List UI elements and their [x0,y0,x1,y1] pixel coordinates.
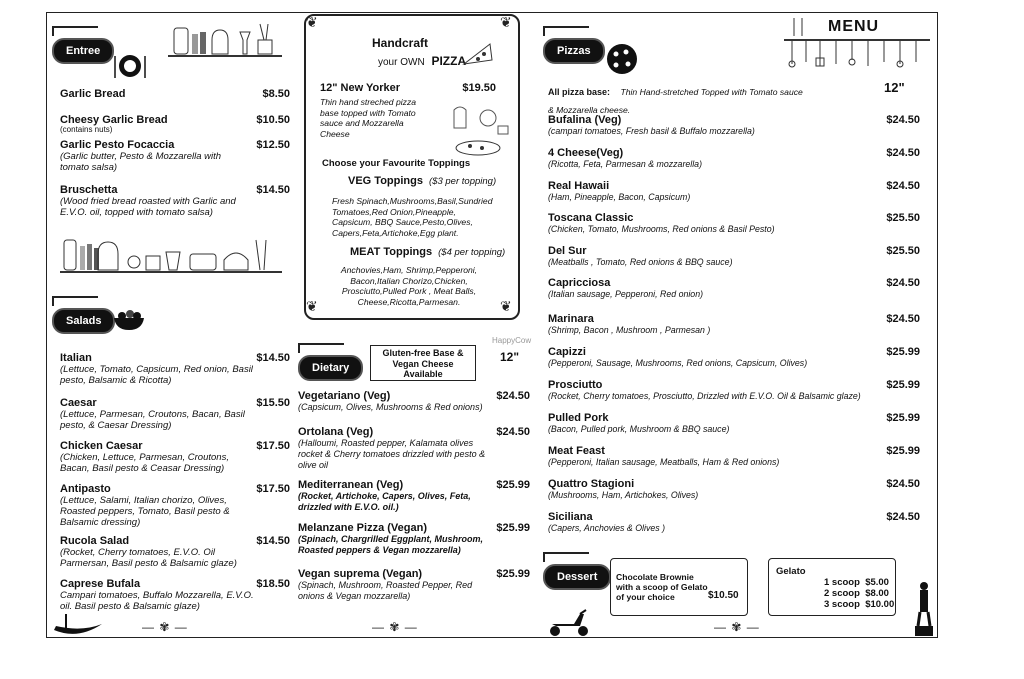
item-price: $14.50 [256,535,290,547]
menu-item [548,212,920,235]
pizza-size: 12" [884,80,905,95]
pizzas-sign [543,38,605,64]
scooter-icon [546,608,592,638]
menu-item [548,277,920,300]
item-price: $25.50 [886,212,920,224]
gelato-row [824,577,894,588]
entree-sign [52,38,114,64]
handcraft-title: Handcraft [372,36,429,50]
item-name: Capizzi [548,346,586,358]
item-price: $24.50 [886,180,920,192]
gelato-list [824,577,894,610]
item-name: Prosciutto [548,379,603,391]
menu-item [548,412,920,435]
item-desc: (Rocket, Cherry tomatoes, Prosciutto, Drizzled with E.V.O. Oil & Balsamic glaze) [548,391,861,401]
menu-item [548,147,920,170]
item-desc: (Italian sausage, Pepperoni, Red onion) [548,289,704,299]
item-desc: (Lettuce, Tomato, Capsicum, Red onion, Basil pesto, Balsamic & Ricotta) [60,364,253,386]
item-desc: (Shrimp, Bacon , Mushroom , Parmesan ) [548,325,711,335]
item-price: $24.50 [886,511,920,523]
ornament-icon: — ✾ — [372,620,418,634]
brownie-price: $10.50 [708,590,739,601]
item-name: Marinara [548,313,594,325]
dietary-sign-label: Dietary [298,355,363,381]
ny-desc: Thin hand streched pizza base topped with Tomato sauce and Mozzarella Cheese [320,97,417,139]
item-name: Caprese Bufala [60,578,141,590]
gelato-price: $5.00 [865,577,889,588]
item-name: Vegetariano (Veg) [298,390,391,402]
handcraft-subtitle-a: your OWN [378,57,425,68]
dessert-sign [543,564,611,590]
item-price: $14.50 [256,184,290,196]
item-desc: (Bacon, Pulled pork, Mushroom & BBQ sauce) [548,424,730,434]
menu-item [60,352,290,386]
item-price: $24.50 [886,147,920,159]
item-name: Bruschetta [60,184,118,196]
ornament-icon: ❦ [306,298,319,314]
item-name: 4 Cheese(Veg) [548,147,624,159]
menu-item [548,445,920,468]
item-price: $25.99 [496,522,530,534]
menu-item [548,511,920,534]
menu-item [60,139,290,173]
item-name: Garlic Pesto Focaccia [60,139,175,151]
item-desc: Campari tomatoes, Buffalo Mozzarella, E.V.O. oil. Basil pesto & Balsamic glaze) [60,590,254,612]
menu-item [60,114,290,134]
salad-bowl-icon [112,310,146,332]
item-desc: (Lettuce, Salami, Italian chorizo, Olives, Roasted peppers, Tomato, Basil pesto & Balsamic dressing) [60,495,230,528]
item-desc: (Ricotta, Feta, Parmesan & mozzarella) [548,159,702,169]
menu-item [298,522,530,556]
choose-toppings: Choose your Favourite Toppings [322,158,471,169]
item-price: $24.50 [886,114,920,126]
happycow-watermark: HappyCow [492,336,532,345]
menu-title: MENU [828,18,880,35]
item-desc: (Pepperoni, Sausage, Mushrooms, Red onions, Capsicum, Olives) [548,358,808,368]
base-desc: Thin Hand-stretched Topped with Tomato sauce & Mozzarella cheese. [548,87,803,115]
menu-item [548,114,920,137]
veg-list: Fresh Spinach,Mushrooms,Basil,Sundried Tomatoes,Red Onion,Pineapple, Capsicum, BBQ Sauce,Pesto,Olives, Capers,Feta,Artichoke,Egg plant. [332,196,493,238]
gelato-price: $8.00 [865,588,889,599]
menu-item [548,478,920,501]
item-name: Rucola Salad [60,535,130,547]
ornament-icon: — ✾ — [142,620,188,634]
item-desc: (Garlic butter, Pesto & Mozzarella with tomato salsa) [60,151,222,173]
item-price: $25.50 [886,245,920,257]
item-name: Garlic Bread [60,88,126,100]
gelato-row [824,588,894,599]
item-name: Chicken Caesar [60,440,143,452]
item-name: Bufalina (Veg) [548,114,622,126]
item-note: (contains nuts) [60,125,113,134]
menu-item [298,426,530,471]
menu-item [60,483,290,528]
item-price: $25.99 [886,445,920,457]
item-desc: (Wood fried bread roasted with Garlic and E.V.O. oil, topped with tomato salsa) [60,196,236,218]
item-name: Toscana Classic [548,212,634,224]
menu-item [60,88,290,100]
meat-price: ($4 per topping) [438,247,506,258]
item-name: Meat Feast [548,445,605,457]
item-price: $25.99 [886,379,920,391]
ny-price: $19.50 [462,82,496,94]
salads-sign-label: Salads [52,308,115,334]
item-desc: (Rocket, Artichoke, Capers, Olives, Feta, drizzled with E.V.O. oil.) [298,491,471,512]
gelato-label: 2 scoop [824,588,860,599]
veg-toppings-title [348,175,496,187]
veg-price: ($3 per topping) [429,176,497,187]
item-price: $24.50 [886,277,920,289]
pizzas-sign-label: Pizzas [543,38,605,64]
brownie-desc: Chocolate Brownie with a scoop of Gelato of your choice [616,572,708,602]
item-price: $24.50 [886,313,920,325]
item-desc: (Capers, Anchovies & Olives ) [548,523,666,533]
menu-item [298,568,530,602]
item-price: $25.99 [886,346,920,358]
ornament-icon: ❦ [500,14,513,30]
dietary-size: 12" [500,350,520,364]
item-price: $14.50 [256,352,290,364]
handcraft-subtitle-b: PIZZA [431,54,467,68]
item-desc: (Spinach, Chargrilled Eggplant, Mushroom, Roasted peppers & Vegan mozzarella) [298,534,484,555]
item-price: $10.50 [256,114,290,126]
kitchen-shelf-icon [60,232,282,274]
item-desc: (Spinach, Mushroom, Roasted Pepper, Red onions & Vegan mozzarella) [298,580,473,601]
ny-name: 12" New Yorker [320,82,401,94]
item-price: $8.50 [262,88,290,100]
menu-item [298,390,530,413]
menu-item [548,313,920,336]
item-desc: (Pepperoni, Italian sausage, Meatballs, Ham & Red onions) [548,457,780,467]
item-desc: (Halloumi, Roasted pepper, Kalamata olives rocket & Cherry tomatoes drizzled with pesto & olive oil [298,438,486,470]
item-price: $18.50 [256,578,290,590]
item-name: Vegan suprema (Vegan) [298,568,423,580]
item-price: $24.50 [496,390,530,402]
item-name: Pulled Pork [548,412,609,424]
gelato-title: Gelato [776,566,806,577]
item-price: $24.50 [886,478,920,490]
item-name: Capricciosa [548,277,611,289]
menu-item [298,479,530,513]
statue-icon [912,578,936,638]
veg-title: VEG Toppings [348,175,423,187]
handcraft-subtitle [378,54,466,68]
item-desc: (Mushrooms, Ham, Artichokes, Olives) [548,490,699,500]
item-name: Antipasto [60,483,111,495]
menu-item [60,184,290,218]
item-name: Quattro Stagioni [548,478,635,490]
gelato-label: 3 scoop [824,599,860,610]
dessert-sign-label: Dessert [543,564,611,590]
pizza-base-info [548,82,808,118]
meat-title: MEAT Toppings [350,246,433,258]
item-name: Del Sur [548,245,587,257]
base-label: All pizza base: [548,87,611,97]
item-desc: (Meatballs , Tomato, Red onions & BBQ sauce) [548,257,733,267]
item-price: $12.50 [256,139,290,151]
meat-toppings-title [350,246,505,258]
gondola-icon [52,612,104,638]
menu-item [548,379,920,402]
gelato-label: 1 scoop [824,577,860,588]
menu-item [60,440,290,474]
item-desc: (Chicken, Lettuce, Parmesan, Croutons, Bacan, Basil pesto & Ceasar Dressing) [60,452,229,474]
item-price: $25.99 [886,412,920,424]
pizza-slice-icon [462,42,494,68]
item-name: Siciliana [548,511,593,523]
menu-item [548,346,920,369]
meat-list: Anchovies,Ham, Shrimp,Pepperoni, Bacon,Italian Chorizo,Chicken, Prosciutto,Pulled Pork , Meat Balls, Cheese,Ricotta,Parmesan. [340,265,478,307]
dietary-sign [298,355,363,381]
item-name: Caesar [60,397,97,409]
ornament-icon: ❦ [500,298,513,314]
item-name: Mediterranean (Veg) [298,479,404,491]
menu-item [60,397,290,431]
item-name: Cheesy Garlic Bread [60,114,168,126]
item-price: $24.50 [496,426,530,438]
item-price: $25.99 [496,479,530,491]
gluten-free-note: Gluten-free Base & Vegan Cheese Available [370,345,476,381]
item-price: $15.50 [256,397,290,409]
menu-item [548,245,920,268]
pizza-ingredients-icon [444,104,514,158]
entree-sign-label: Entree [52,38,114,64]
item-price: $17.50 [256,440,290,452]
item-desc: (Lettuce, Parmesan, Croutons, Bacan, Basil pesto, & Caesar Dressing) [60,409,245,431]
item-price: $17.50 [256,483,290,495]
pizza-icon [604,42,640,76]
gelato-row [824,599,894,610]
menu-item [60,535,290,569]
item-desc: (Rocket, Cherry tomatoes, E.V.O. Oil Parmersan, Basil pesto & Balsamic glaze) [60,547,237,569]
item-desc: (Ham, Pineapple, Bacon, Capsicum) [548,192,691,202]
ornament-icon: — ✾ — [714,620,760,634]
kitchen-shelf-icon [168,18,282,58]
item-price: $25.99 [496,568,530,580]
salads-sign [52,308,115,334]
item-desc: (Chicken, Tomato, Mushrooms, Red onions & Basil Pesto) [548,224,775,234]
plate-icon [112,52,148,80]
item-desc: (campari tomatoes, Fresh basil & Buffalo mozzarella) [548,126,755,136]
ornament-icon: ❦ [306,14,319,30]
menu-item [548,180,920,203]
item-name: Italian [60,352,92,364]
gelato-price: $10.00 [865,599,895,610]
item-name: Real Hawaii [548,180,610,192]
item-name: Ortolana (Veg) [298,426,374,438]
menu-item [60,578,290,612]
item-name: Melanzane Pizza (Vegan) [298,522,427,534]
item-desc: (Capsicum, Olives, Mushrooms & Red onions) [298,402,483,412]
